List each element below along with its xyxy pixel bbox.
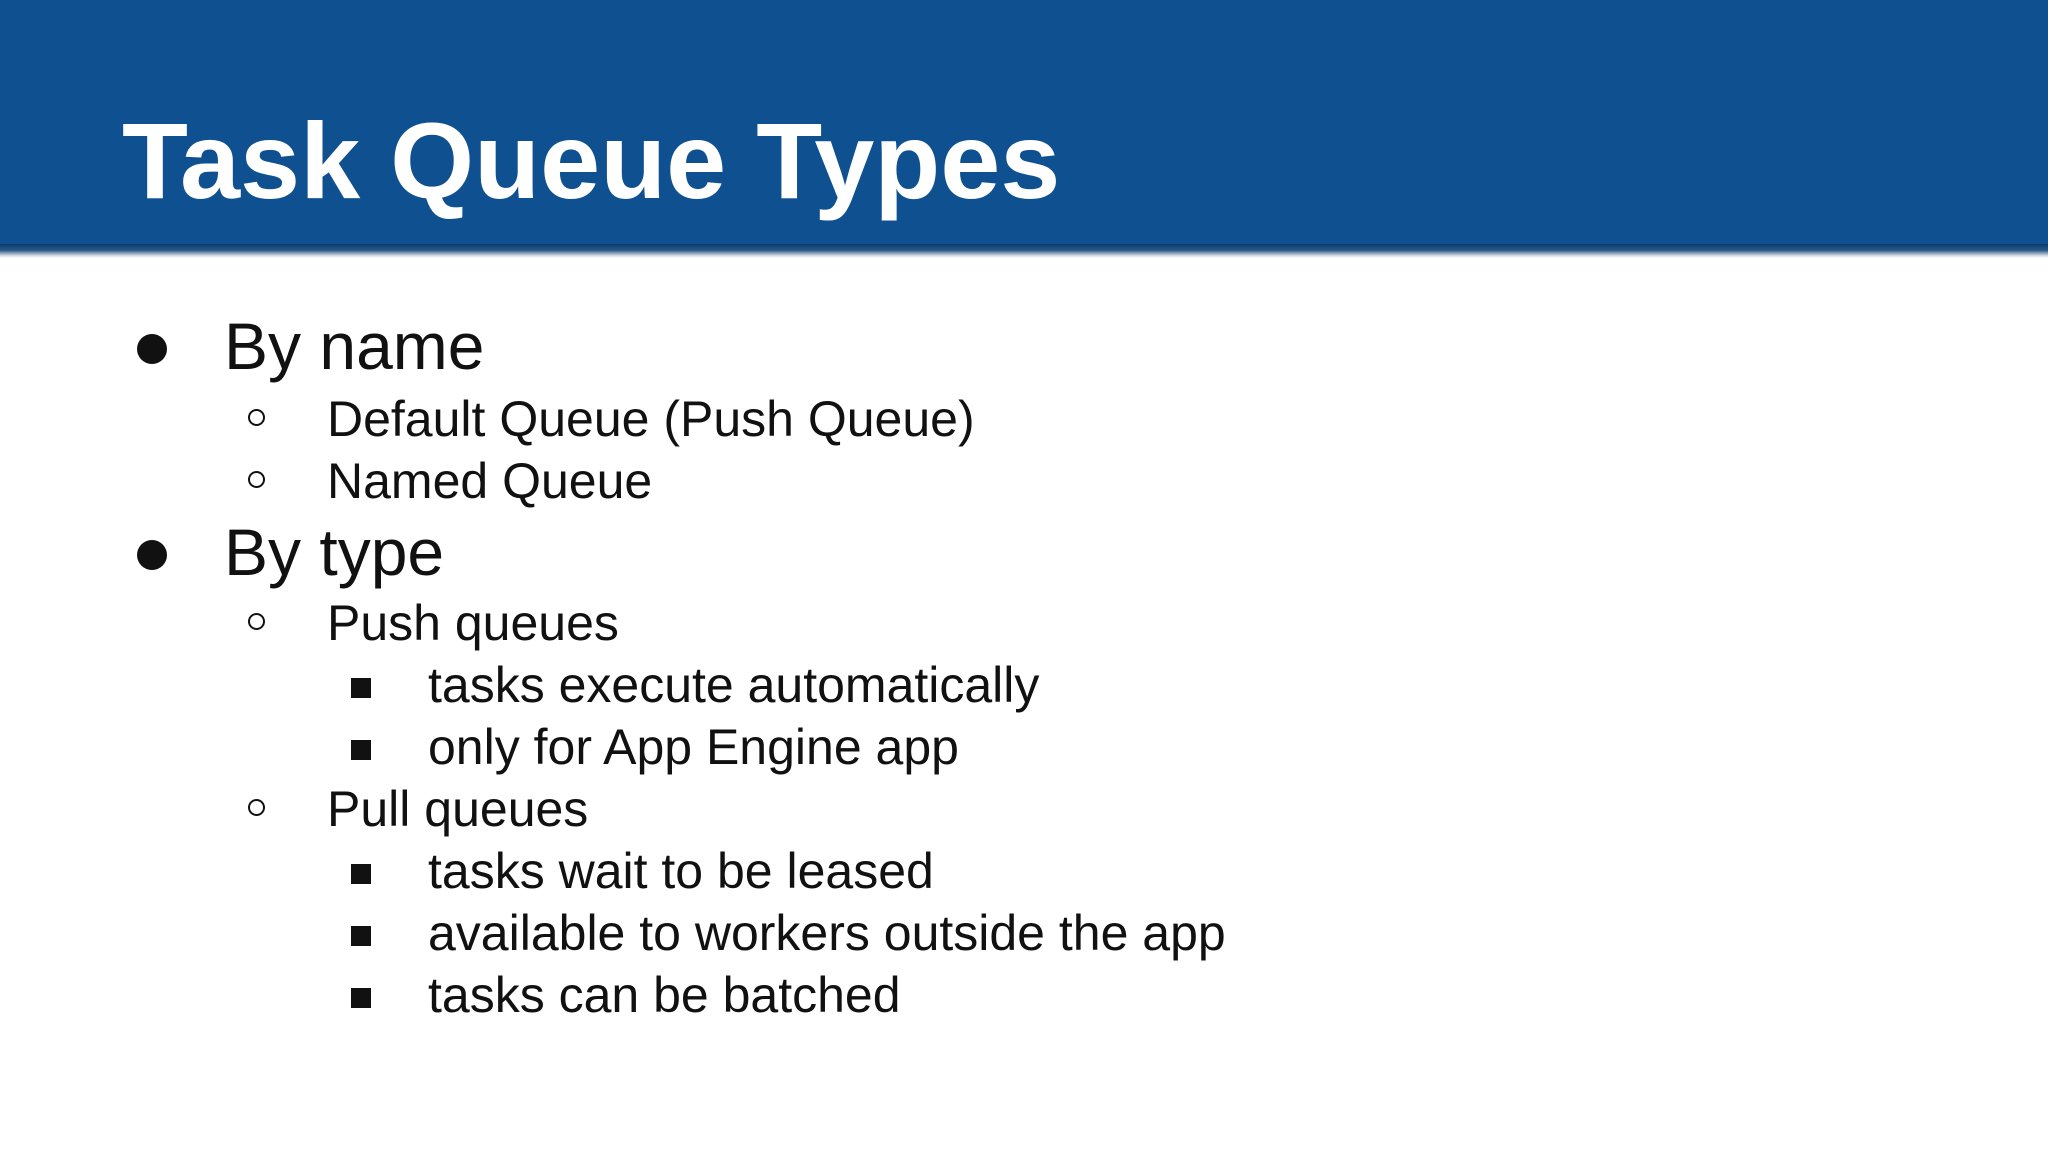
bullet-text: By type (224, 515, 445, 589)
sub-bullet-text: Push queues (327, 595, 619, 651)
sub-sub-bullet-text: available to workers outside the app (428, 905, 1226, 961)
square-bullet-icon (351, 740, 371, 760)
sub-bullet-text: Named Queue (327, 453, 653, 509)
square-bullet-icon (351, 678, 371, 698)
title-bar-shadow (0, 244, 2048, 258)
hollow-circle-bullet-icon (248, 409, 265, 426)
square-bullet-icon (351, 864, 371, 884)
sub-sub-bullet-text: tasks wait to be leased (428, 843, 934, 899)
filled-circle-bullet-icon (137, 334, 167, 364)
hollow-circle-bullet-icon (248, 471, 265, 488)
sub-sub-bullet-text: tasks can be batched (428, 967, 901, 1023)
hollow-circle-bullet-icon (248, 613, 265, 630)
hollow-circle-bullet-icon (248, 799, 265, 816)
bullet-text: By name (224, 309, 485, 383)
sub-sub-bullet-text: tasks execute automatically (428, 657, 1040, 713)
slide-title: Task Queue Types (122, 100, 1061, 221)
square-bullet-icon (351, 988, 371, 1008)
sub-sub-bullet-text: only for App Engine app (428, 719, 959, 775)
square-bullet-icon (351, 926, 371, 946)
sub-bullet-text: Pull queues (327, 781, 589, 837)
filled-circle-bullet-icon (137, 540, 167, 570)
sub-bullet-text: Default Queue (Push Queue) (327, 391, 975, 447)
